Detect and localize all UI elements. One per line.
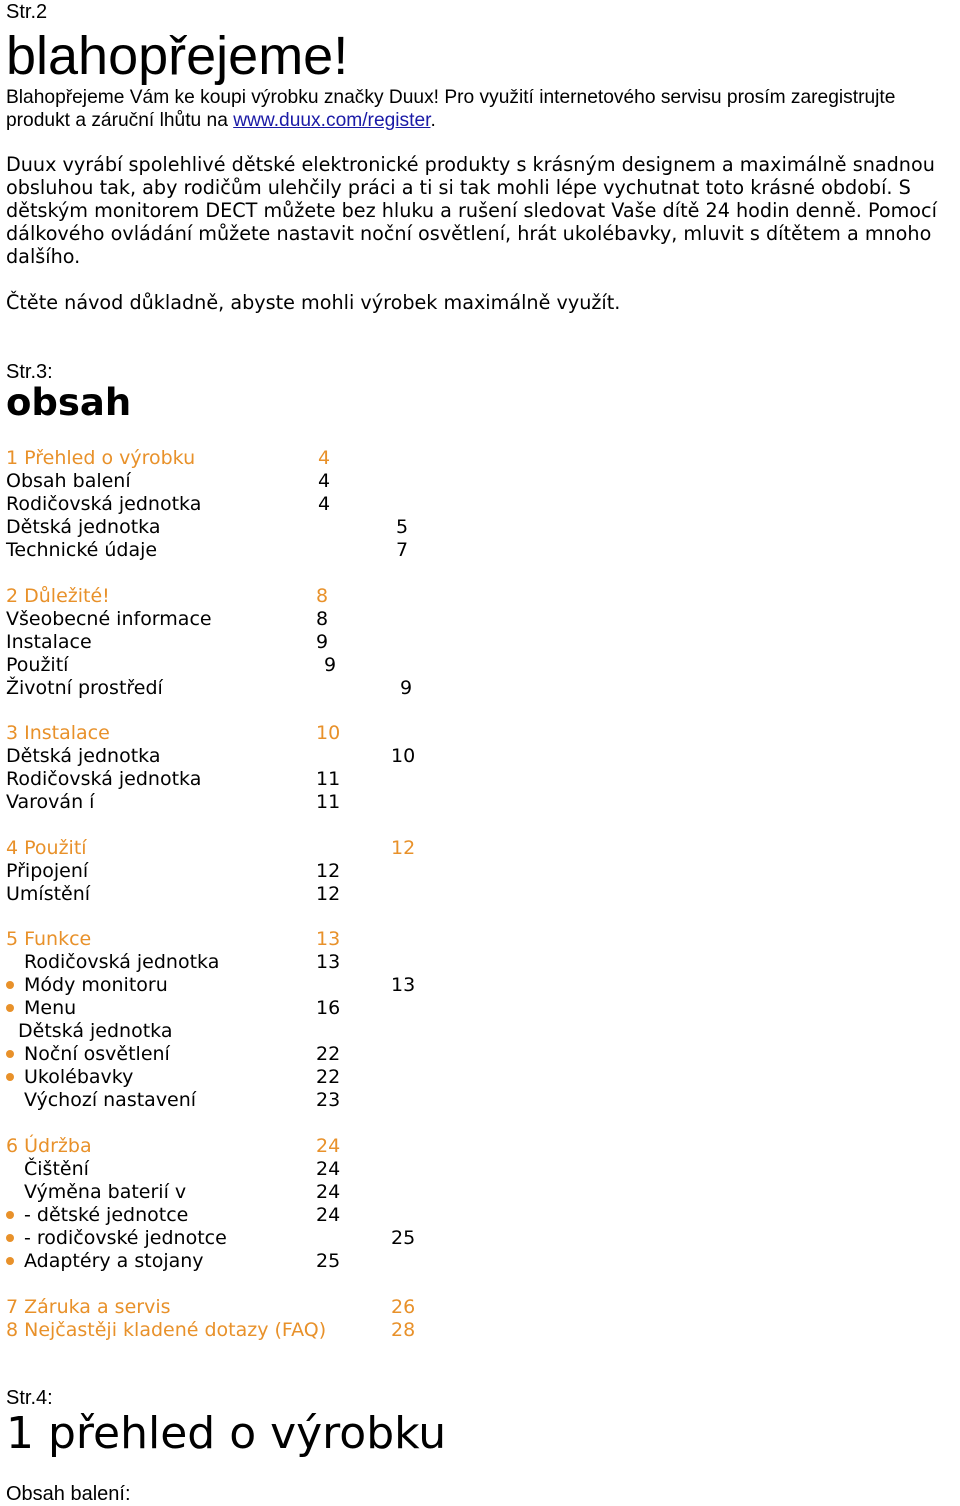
toc-item[interactable]: 3 Instalace [6,722,110,744]
toc-page: 25 [391,1227,416,1249]
toc-page: 24 [316,1158,341,1180]
toc-page: 8 [316,585,329,607]
toc-item[interactable]: Obsah balení [6,470,131,492]
bullet-icon [6,1211,14,1219]
toc-page: 26 [391,1296,416,1318]
toc-item[interactable]: Módy monitoru [24,974,168,996]
toc-item[interactable]: 7 Záruka a servis [6,1296,171,1318]
toc-item[interactable]: 6 Údržba [6,1135,92,1157]
page-label: Str.2 [6,1,48,23]
toc-item[interactable]: 5 Funkce [6,928,92,950]
toc-page: 28 [391,1319,416,1341]
toc-page: 9 [400,677,413,699]
toc-page: 9 [316,631,329,653]
page-label: Str.3: [6,361,53,383]
toc-item[interactable]: Rodičovská jednotka [6,768,202,790]
toc-page: 12 [316,860,341,882]
toc-item[interactable]: Rodičovská jednotka [24,951,220,973]
toc-page: 12 [316,883,341,905]
toc-item[interactable]: - dětské jednotce [24,1204,189,1226]
toc-item[interactable]: Umístění [6,883,91,905]
toc-page: 13 [316,928,341,950]
toc-item[interactable]: Životní prostředí [6,677,163,699]
toc-item[interactable]: Všeobecné informace [6,608,212,630]
bullet-icon [6,1234,14,1242]
toc-item[interactable]: Čištění [24,1158,89,1180]
toc-item[interactable]: - rodičovské jednotce [24,1227,227,1249]
bullet-icon [6,1073,14,1081]
toc-item[interactable]: Dětská jednotka [6,745,161,767]
toc-item[interactable]: Výchozí nastavení [24,1089,197,1111]
toc-item[interactable]: Dětská jednotka [6,516,161,538]
toc-page: 13 [391,974,416,996]
toc-item[interactable]: Instalace [6,631,92,653]
bullet-icon [6,1004,14,1012]
toc-page: 25 [316,1250,341,1272]
toc-page: 13 [316,951,341,973]
toc-page: 16 [316,997,341,1019]
toc-page: 10 [391,745,416,767]
toc-page: 11 [316,791,341,813]
toc-item[interactable]: Ukolébavky [24,1066,134,1088]
toc-page: 23 [316,1089,341,1111]
body-paragraph: Duux vyrábí spolehlivé dětské elektronické produkty s krásným designem a maximálně snadnou obsluhou tak, aby rodičům ulehčily práci a ti si tak mohli lépe vychutnat toto krásné období. S dětským monitorem DECT můžete bez hluku a rušení sledovat Vaše dítě 24 hodin denně. Pomocí dálkového ovládání můžete nastavit noční osvětlení, hrát ukolébavky, mluvit s dítětem a mnoho dalšího. [6,153,937,268]
toc-item[interactable]: 1 Přehled o výrobku [6,447,196,469]
toc-item[interactable]: 8 Nejčastěji kladené dotazy (FAQ) [6,1319,327,1341]
toc-page: 9 [324,654,337,676]
toc-item[interactable]: 4 Použití [6,837,87,859]
bullet-icon [6,981,14,989]
toc-item[interactable]: Výměna baterií v [24,1181,187,1203]
toc-page: 22 [316,1066,341,1088]
toc-item[interactable]: Dětská jednotka [18,1020,173,1042]
toc-page: 7 [396,539,409,561]
register-link[interactable]: www.duux.com/register [233,110,431,131]
toc-page: 24 [316,1135,341,1157]
toc-item[interactable]: Varován í [6,791,95,813]
section-subtitle: Obsah balení: [6,1483,131,1505]
toc-item[interactable]: Technické údaje [6,539,158,561]
toc-page: 4 [318,470,331,492]
closing-paragraph: Čtěte návod důkladně, abyste mohli výrobek maximálně využít. [6,291,621,314]
page-label: Str.4: [6,1387,53,1409]
bullet-icon [6,1257,14,1265]
toc-page: 10 [316,722,341,744]
toc-page: 24 [316,1181,341,1203]
bullet-icon [6,1050,14,1058]
toc-page: 4 [318,447,331,469]
toc-page: 12 [391,837,416,859]
toc-title: obsah [6,381,132,424]
toc-item[interactable]: Použití [6,654,69,676]
toc-page: 5 [396,516,409,538]
toc-item[interactable]: Menu [24,997,77,1019]
toc-page: 22 [316,1043,341,1065]
section-title: 1 přehled o výrobku [6,1408,447,1459]
toc-page: 11 [316,768,341,790]
toc-item[interactable]: Adaptéry a stojany [24,1250,204,1272]
page-title: blahopřejeme! [6,26,349,86]
toc-page: 24 [316,1204,341,1226]
toc-item[interactable]: Noční osvětlení [24,1043,170,1065]
toc-item[interactable]: Připojení [6,860,89,882]
intro-text: Blahopřejeme Vám ke koupi výrobku značky Duux! Pro využití internetového servisu prosím zaregistrujte produkt a záruční lhůtu na [6,87,896,131]
intro-paragraph [6,86,958,132]
toc-item[interactable]: 2 Důležité! [6,585,110,607]
toc-page: 4 [318,493,331,515]
toc-page: 8 [316,608,329,630]
toc-item[interactable]: Rodičovská jednotka [6,493,202,515]
intro-text-end: . [430,110,436,131]
